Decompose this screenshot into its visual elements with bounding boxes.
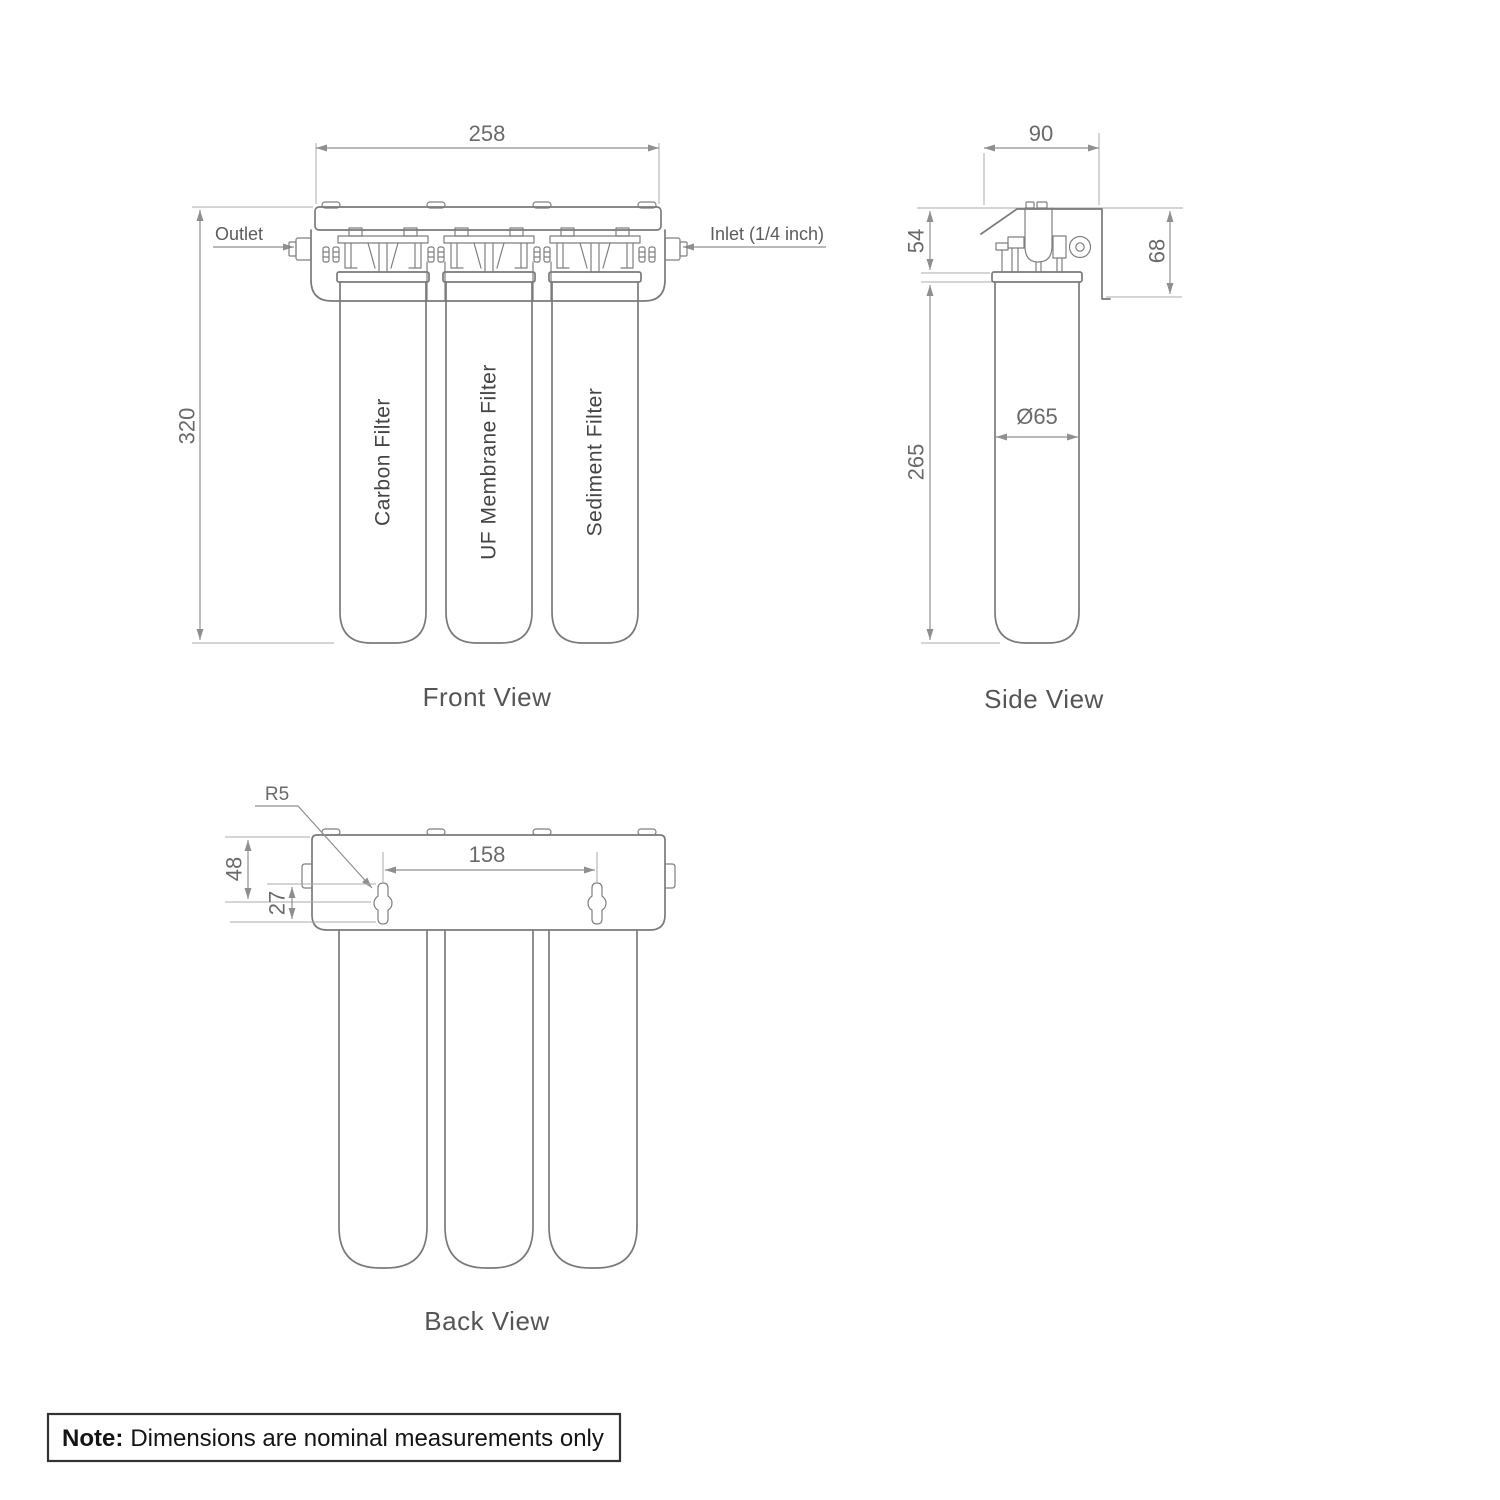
front-manifold-head: [289, 202, 687, 301]
head-rib-3: [534, 247, 550, 262]
side-dim-diameter: [996, 404, 1078, 437]
side-dim-bracket-drop: [1106, 211, 1182, 297]
mount-keyhole-right: [588, 883, 606, 924]
front-view: [175, 121, 827, 712]
side-head-height-value: 54: [903, 228, 929, 254]
top-to-slot-value: 48: [221, 856, 247, 882]
side-housing-height-value: 265: [903, 443, 929, 481]
side-depth-value: 90: [1028, 121, 1054, 146]
inlet-fitting: [665, 238, 687, 260]
slot-spacing-value: 158: [468, 842, 506, 867]
back-view-caption: Back View: [424, 1306, 550, 1336]
note-text: Note: Dimensions are nominal measurements only: [62, 1425, 604, 1452]
outlet-callout: [213, 224, 294, 247]
slot-radius-value: R5: [264, 784, 290, 805]
front-width-value: 258: [468, 121, 506, 146]
sediment-filter-cylinder: [549, 272, 641, 643]
side-view: [904, 121, 1184, 714]
side-dim-head-height: [904, 211, 991, 273]
side-view-caption: Side View: [984, 684, 1104, 714]
slot-height-value: 27: [264, 890, 290, 916]
inlet-label: Inlet (1/4 inch): [709, 224, 825, 244]
back-dim-top-to-slot: [222, 837, 372, 902]
carbon-filter-cylinder: [337, 272, 429, 643]
mount-keyhole-left: [374, 883, 392, 924]
side-filter-cylinder: [992, 272, 1082, 643]
back-dim-slot-height: [230, 884, 376, 922]
side-bracket-drop-value: 68: [1144, 238, 1170, 264]
side-dim-housing-height: [904, 282, 1001, 643]
uf-membrane-filter-cylinder: [443, 272, 535, 643]
uf-membrane-filter-label: UF Membrane Filter: [477, 364, 501, 560]
back-right-nub: [665, 864, 675, 888]
side-diameter-value: Ø65: [1016, 404, 1058, 429]
front-dim-overall-width: [316, 121, 659, 204]
head-connector-2: [444, 228, 534, 272]
head-casing: [311, 230, 665, 301]
back-view: [222, 784, 676, 1336]
back-dim-slot-spacing: [383, 842, 597, 882]
back-mount-tabs: [322, 829, 656, 835]
sediment-filter-label: Sediment Filter: [583, 387, 607, 537]
side-dim-bracket-depth: [984, 121, 1099, 205]
head-connector-1: [338, 228, 428, 272]
note-box: [48, 1414, 620, 1461]
side-manifold-head: [996, 202, 1091, 272]
head-top-bar: [315, 207, 661, 230]
outlet-fitting: [289, 238, 311, 260]
front-view-caption: Front View: [422, 682, 552, 712]
side-port-fitting: [1070, 237, 1091, 258]
wall-bracket: [981, 209, 1110, 299]
front-dim-overall-height: [175, 207, 335, 643]
outlet-label: Outlet: [215, 224, 264, 244]
front-height-value: 320: [174, 407, 200, 445]
back-cylinder-1: [339, 930, 427, 1268]
head-rib-2: [428, 247, 444, 262]
back-cylinder-2: [445, 930, 533, 1268]
back-cylinder-3: [549, 930, 637, 1268]
head-connector-3: [550, 228, 640, 272]
head-rib-1: [323, 247, 339, 262]
inlet-callout: [683, 224, 826, 247]
note-label: Note:: [62, 1425, 124, 1452]
carbon-filter-label: Carbon Filter: [371, 398, 395, 526]
head-rib-4: [639, 247, 655, 262]
